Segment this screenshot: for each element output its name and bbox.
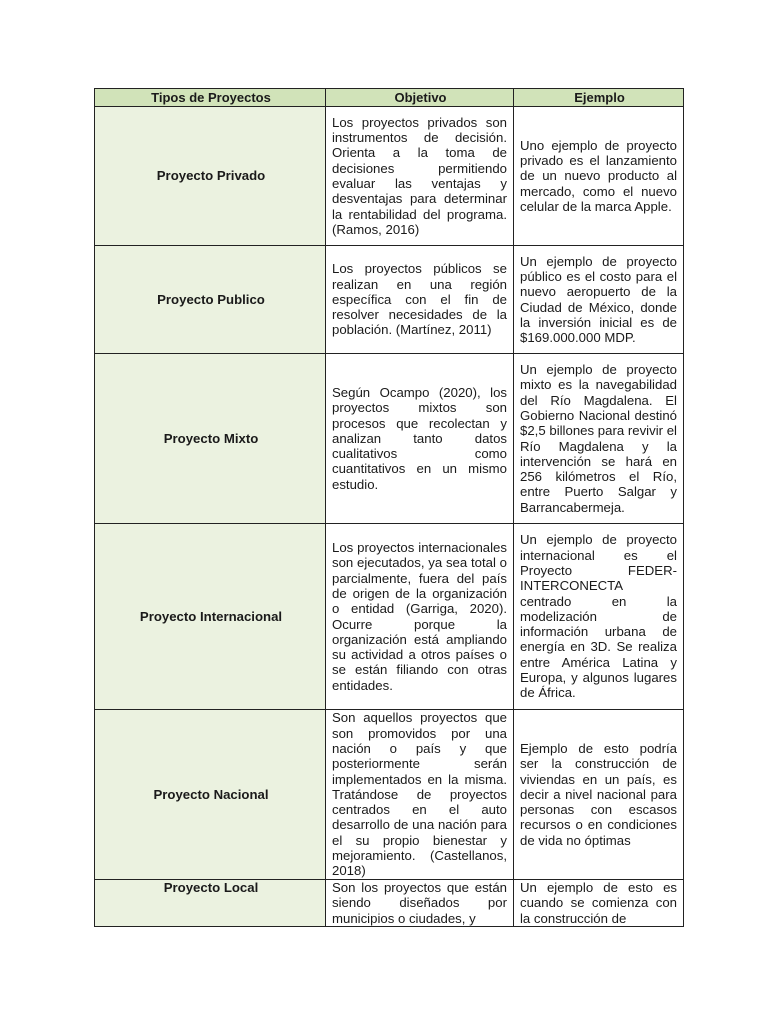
project-types-table — [94, 88, 684, 927]
tipo-cell: Proyecto Internacional — [95, 524, 326, 710]
header-row — [95, 89, 684, 107]
tipo-cell: Proyecto Local — [95, 880, 326, 927]
objetivo-cell: Los proyectos públicos se realizan en una región específica con el fin de resolver necesidades de la población. (Martínez, 2011) — [326, 246, 514, 354]
objetivo-cell: Los proyectos internacionales son ejecutados, ya sea total o parcialmente, fuera del país de origen de la organización o entidad (Garriga, 2020). Ocurre porque la organización está ampliando su actividad a otros países o se están filiando con otras entidades. — [326, 524, 514, 710]
table-row-publico — [95, 246, 684, 354]
ejemplo-cell: Un ejemplo de proyecto mixto es la navegabilidad del Río Magdalena. El Gobierno Nacional destinó $2,5 billones para revivir el Río Magdalena y la intervención se hará en 256 kilómetros el Río, entre Puerto Salgar y Barrancabermeja. — [514, 354, 684, 524]
ejemplo-cell: Ejemplo de esto podría ser la construcción de viviendas en un país, es decir a nivel nacional para personas con escasos recursos o en condiciones de vida no óptimas — [514, 710, 684, 880]
table-row-local — [95, 880, 684, 927]
ejemplo-cell: Un ejemplo de esto es cuando se comienza con la construcción de — [514, 880, 684, 927]
header-objetivo: Objetivo — [326, 89, 514, 107]
ejemplo-cell: Uno ejemplo de proyecto privado es el lanzamiento de un nuevo producto al mercado, como el nuevo celular de la marca Apple. — [514, 107, 684, 246]
tipo-cell: Proyecto Publico — [95, 246, 326, 354]
objetivo-cell: Los proyectos privados son instrumentos de decisión. Orienta a la toma de decisiones permitiendo evaluar las ventajas y desventajas para determinar la rentabilidad del programa. (Ramos, 2016) — [326, 107, 514, 246]
tipo-cell: Proyecto Privado — [95, 107, 326, 246]
tipo-cell: Proyecto Mixto — [95, 354, 326, 524]
table-row-internacional — [95, 524, 684, 710]
objetivo-cell: Según Ocampo (2020), los proyectos mixtos son procesos que recolectan y analizan tanto datos cualitativos como cuantitativos en un mismo estudio. — [326, 354, 514, 524]
ejemplo-cell: Un ejemplo de proyecto público es el costo para el nuevo aeropuerto de la Ciudad de México, donde la inversión inicial es de $169.000.000 MDP. — [514, 246, 684, 354]
header-ejemplo: Ejemplo — [514, 89, 684, 107]
tipo-cell: Proyecto Nacional — [95, 710, 326, 880]
objetivo-cell: Son los proyectos que están siendo diseñados por municipios o ciudades, y — [326, 880, 514, 927]
table-row-privado — [95, 107, 684, 246]
table-row-nacional — [95, 710, 684, 880]
table-row-mixto — [95, 354, 684, 524]
ejemplo-cell: Un ejemplo de proyecto internacional es el Proyecto FEDER-INTERCONECTA centrado en la modelización de información urbana de energía en 3D. Se realiza entre América Latina y Europa, y algunos lugares de África. — [514, 524, 684, 710]
objetivo-cell: Son aquellos proyectos que son promovidos por una nación o país y que posteriormente serán implementados en la misma. Tratándose de proyectos centrados en el auto desarrollo de una nación para el su propio bienestar y mejoramiento. (Castellanos, 2018) — [326, 710, 514, 880]
header-tipos: Tipos de Proyectos — [95, 89, 326, 107]
